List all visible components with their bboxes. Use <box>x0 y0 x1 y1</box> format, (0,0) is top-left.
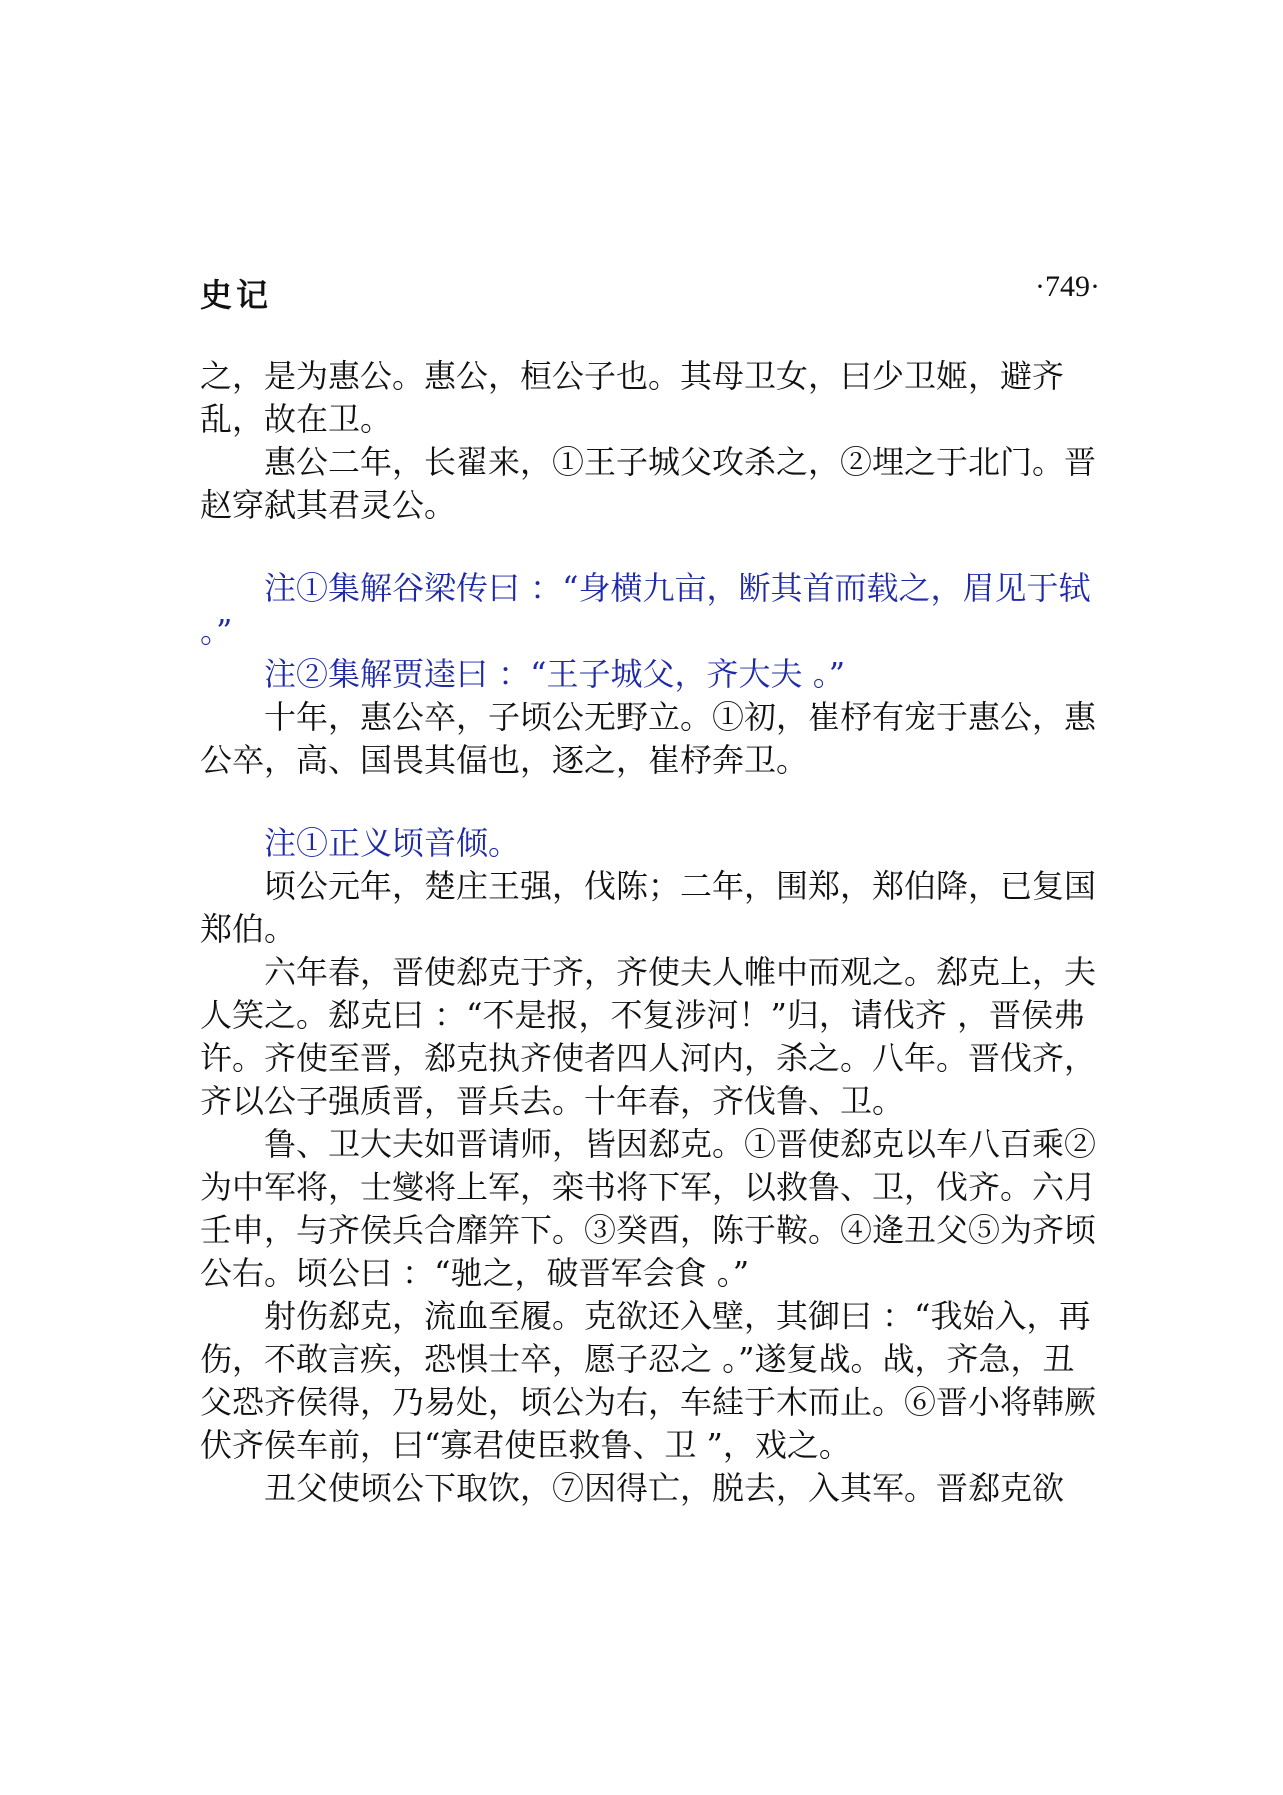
paragraph: 之，是为惠公。惠公，桓公子也。其母卫女，曰少卫姬，避齐乱，故在卫。 <box>200 357 1065 438</box>
book-title: 史记 <box>200 276 273 314</box>
annotation-note: 注②集解贾逵曰 ：“王子城父，齐大夫 。” <box>264 655 846 693</box>
paragraph: 射伤郄克，流血至履。克欲还入壁，其御曰 ：“我始入，再伤，不敢言疾，恐惧士卒，愿子忍之 。”遂复战。战，齐急，丑父恐齐侯得，乃易处，顷公为右，车絓于木而止。⑥晋小将韩厥伏齐侯车前，曰“寡君使臣救鲁、卫 ”，戏之。 <box>200 1297 1097 1464</box>
paragraph-gap <box>200 527 1100 567</box>
paragraph-gap <box>200 782 1100 822</box>
paragraph: 顷公元年，楚庄王强，伐陈；二年，围郑，郑伯降，已复国郑伯。 <box>200 867 1097 948</box>
page-header <box>200 270 1100 320</box>
document-page <box>200 270 1100 1507</box>
paragraph: 惠公二年，长翟来，①王子城父攻杀之，②埋之于北门。晋赵穿弑其君灵公。 <box>200 443 1097 524</box>
paragraph: 鲁、卫大夫如晋请师，皆因郄克。①晋使郄克以车八百乘②为中军将，士燮将上军，栾书将下军，以救鲁、卫，伐齐。六月壬申，与齐侯兵合靡笄下。③癸酉，陈于鞍。④逄丑父⑤为齐顷公右。顷公曰 ：“驰之，破晋军会食 。” <box>200 1125 1097 1292</box>
paragraph: 丑父使顷公下取饮，⑦因得亡，脱去，入其军。晋郄克欲 <box>264 1469 1065 1507</box>
page-body <box>200 355 1100 1510</box>
annotation-note: 注①集解谷梁传曰 ：“身横九亩，断其首而载之，眉见于轼 。” <box>200 569 1091 650</box>
page-number: ·749· <box>1035 270 1100 303</box>
paragraph: 六年春，晋使郄克于齐，齐使夫人帷中而观之。郄克上，夫人笑之。郄克曰 ：“不是报，不复涉河！”归，请伐齐 ，晋侯弗许。齐使至晋，郄克执齐使者四人河内，杀之。八年。晋伐齐，齐以公子强质晋，晋兵去。十年春，齐伐鲁、卫。 <box>200 953 1097 1120</box>
annotation-note: 注①正义顷音倾。 <box>264 824 521 862</box>
paragraph: 十年，惠公卒，子顷公无野立。①初，崔杼有宠于惠公，惠公卒，高、国畏其偪也，逐之，崔杼奔卫。 <box>200 698 1097 779</box>
